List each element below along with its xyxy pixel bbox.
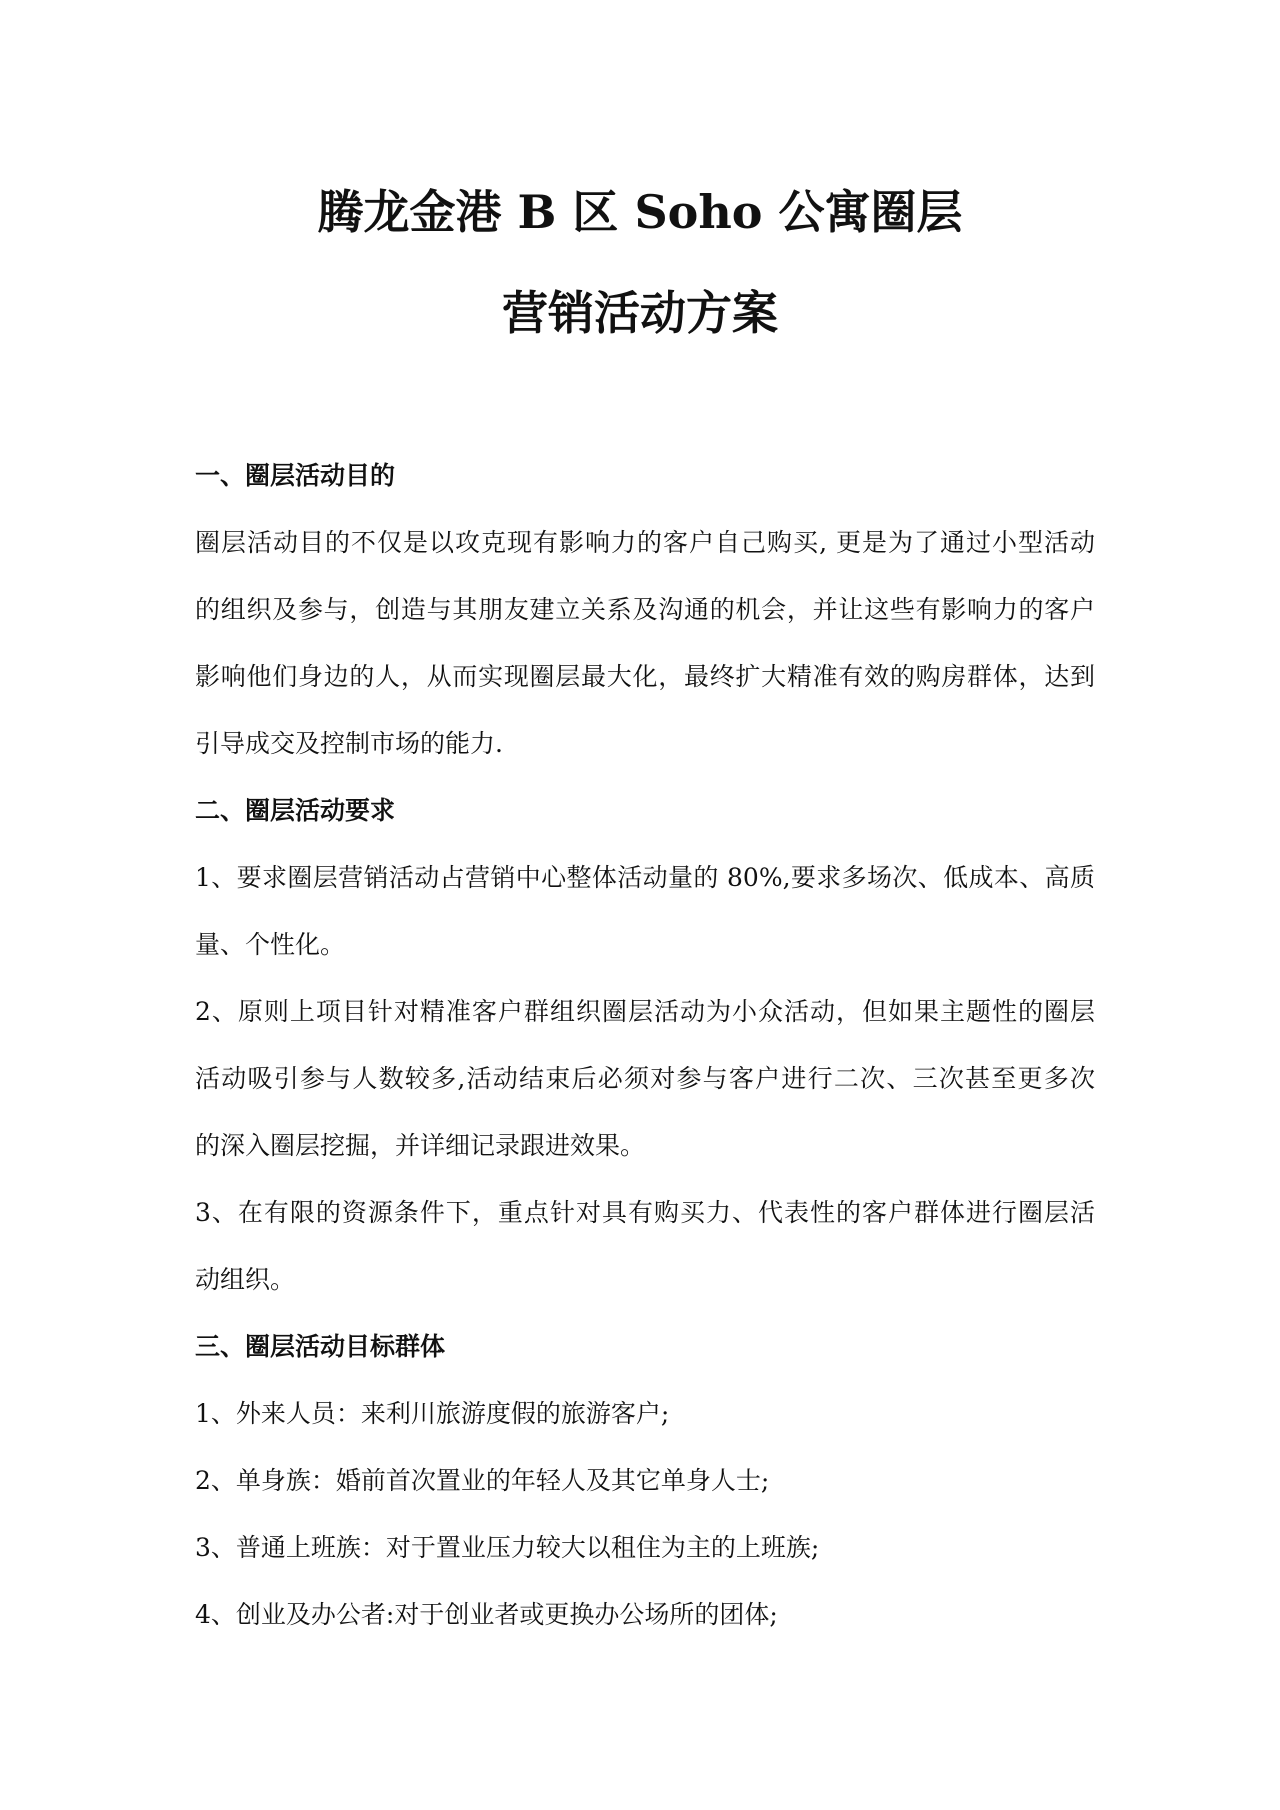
section-3-list-item: 3、普通上班族：对于置业压力较大以租住为主的上班族; <box>195 1533 820 1562</box>
section-2-item-2-line: 的深入圈层挖掘，并详细记录跟进效果。 <box>195 1131 646 1160</box>
document-title-line-2: 营销活动方案 <box>502 286 778 340</box>
section-2-heading: 二、圈层活动要求 <box>195 796 396 825</box>
section-1-paragraph-line: 圈层活动目的不仅是以攻克现有影响力的客户自己购买, 更是为了通过小型活动 <box>195 528 1095 557</box>
section-2-item-1-line: 1、要求圈层营销活动占营销中心整体活动量的 80%,要求多场次、低成本、高质 <box>195 863 1095 892</box>
section-2-item-2-line: 活动吸引参与人数较多,活动结束后必须对参与客户进行二次、三次甚至更多次 <box>195 1064 1095 1093</box>
section-2-item-3-line: 动组织。 <box>195 1265 296 1294</box>
section-3-heading: 三、圈层活动目标群体 <box>195 1332 446 1361</box>
section-2-item-2-line: 2、原则上项目针对精准客户群组织圈层活动为小众活动，但如果主题性的圈层 <box>195 997 1095 1026</box>
section-2-item-1-line: 量、个性化。 <box>195 930 346 959</box>
section-3-list-item: 4、创业及办公者:对于创业者或更换办公场所的团体; <box>195 1600 778 1629</box>
section-1-paragraph-line: 引导成交及控制市场的能力. <box>195 729 503 758</box>
section-1-heading: 一、圈层活动目的 <box>195 461 396 490</box>
section-3-list-item: 1、外来人员：来利川旅游度假的旅游客户; <box>195 1399 670 1428</box>
document-body <box>195 442 1095 1648</box>
section-1-paragraph-line: 影响他们身边的人，从而实现圈层最大化，最终扩大精准有效的购房群体，达到 <box>195 662 1095 691</box>
section-3-list-item: 2、单身族：婚前首次置业的年轻人及其它单身人士; <box>195 1466 770 1495</box>
document-title-line-1: 腾龙金港 B 区 Soho 公寓圈层 <box>317 185 963 239</box>
section-1-paragraph-line: 的组织及参与，创造与其朋友建立关系及沟通的机会，并让这些有影响力的客户 <box>195 595 1095 624</box>
section-2-item-3-line: 3、在有限的资源条件下，重点针对具有购买力、代表性的客户群体进行圈层活 <box>195 1198 1095 1227</box>
